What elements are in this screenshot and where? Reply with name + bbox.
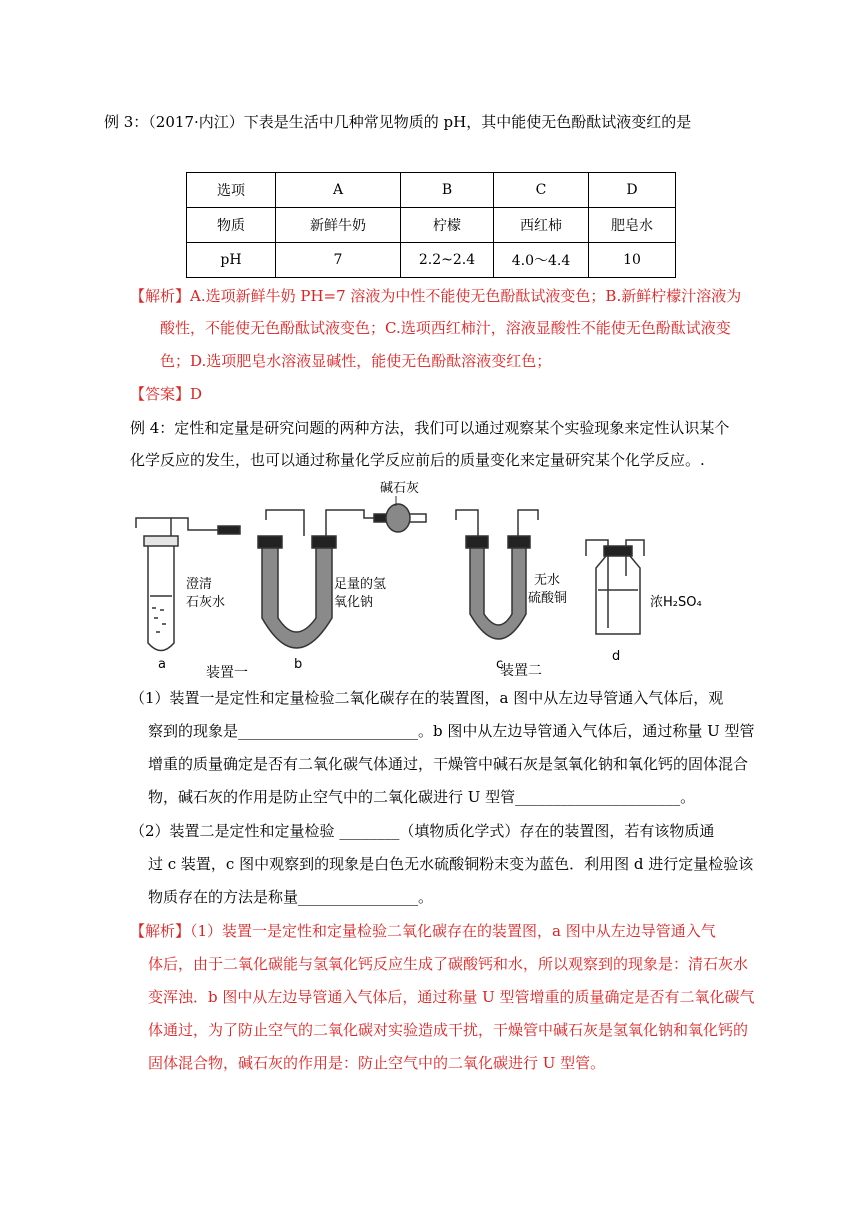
ex3-analysis-line: 酸性，不能使无色酚酞试液变色；C.选项西红柿汁，溶液显酸性不能使无色酚酞试液变: [160, 319, 731, 337]
ex3-analysis-line: 色；D.选项肥皂水溶液显碱性，能使无色酚酞溶液变红色；: [160, 352, 552, 370]
table-row: [187, 208, 676, 243]
table-cell: 4.0～4.4: [494, 243, 589, 278]
table-cell: 2.2~2.4: [401, 243, 494, 278]
ex4-analysis-line: 变浑浊．b 图中从左边导管通入气体后，通过称量 U 型管增重的质量确定是否有二氧化碳气: [148, 988, 755, 1006]
ex4-intro-line: 例 4：定性和定量是研究问题的两种方法，我们可以通过观察某个实验现象来定性认识某个: [130, 419, 730, 437]
table-cell: D: [589, 173, 676, 208]
label-b-1: 足量的氢: [334, 577, 387, 592]
table-cell: 肥皂水: [589, 208, 676, 243]
table-cell: 新鲜牛奶: [276, 208, 401, 243]
u-tube-c: [456, 510, 538, 639]
caption-apparatus-2: 装置二: [500, 663, 542, 679]
bottle-d: [586, 540, 644, 634]
caption-apparatus-1: 装置一: [206, 665, 248, 681]
u-tube-b: [258, 504, 426, 648]
letter-c: c: [496, 657, 504, 672]
table-cell: C: [494, 173, 589, 208]
label-c-1: 无水: [534, 573, 561, 588]
label-a-2: 石灰水: [186, 595, 226, 610]
label-c-2: 硫酸铜: [528, 591, 568, 606]
table-row: [187, 173, 676, 208]
q2-line: 过 c 装置，c 图中观察到的现象是白色无水硫酸铜粉末变为蓝色．利用图 d 进行定量检验该: [148, 855, 754, 873]
ex4-analysis-line: 固体混合物，碱石灰的作用是：防止空气中的二氧化碳进行 U 型管。: [148, 1054, 606, 1072]
table-cell: 西红柿: [494, 208, 589, 243]
label-b-2: 氧化钠: [334, 595, 374, 610]
table-cell: 7: [276, 243, 401, 278]
q1-line: 增重的质量确定是否有二氧化碳气体通过，干燥管中碱石灰是氢氧化钠和氧化钙的固体混合: [148, 755, 749, 773]
q1-line: 物，碱石灰的作用是防止空气中的二氧化碳进行 U 型管______________________。: [148, 788, 696, 806]
letter-a: a: [158, 657, 166, 672]
apparatus-figure: [126, 478, 746, 678]
ex4-analysis-line: 【解析】（1）装置一是定性和定量检验二氧化碳存在的装置图，a 图中从左边导管通入气: [130, 922, 716, 940]
letter-d: d: [612, 649, 621, 664]
q2-line: 物质存在的方法是称量________________。: [148, 888, 434, 906]
ex4-intro-line: 化学反应的发生，也可以通过称量化学反应前后的质量变化来定量研究某个化学反应。.: [130, 451, 705, 469]
table-row: [187, 243, 676, 278]
q2-line: （2）装置二是定性和定量检验 ________（填物质化学式）存在的装置图，若有该物质通: [130, 822, 715, 840]
q1-line: （1）装置一是定性和定量检验二氧化碳存在的装置图，a 图中从左边导管通入气体后，观: [130, 689, 724, 707]
label-a-1: 澄清: [186, 577, 213, 592]
ex3-answer: 【答案】D: [130, 385, 203, 403]
ex3-analysis-line: 【解析】A.选项新鲜牛奶 PH=7 溶液为中性不能使无色酚酞试液变色；B.新鲜柠檬汁溶液为: [130, 287, 742, 305]
table-cell: 10: [589, 243, 676, 278]
table-cell: B: [401, 173, 494, 208]
ph-table: [186, 172, 676, 278]
label-top: 碱石灰: [380, 481, 420, 496]
ex3-question: 例 3：（2017·内江）下表是生活中几种常见物质的 pH，其中能使无色酚酞试液变红的是: [104, 113, 692, 131]
ex4-analysis-line: 体后，由于二氧化碳能与氢氧化钙反应生成了碳酸钙和水，所以观察到的现象是：清石灰水: [148, 955, 749, 973]
table-cell: pH: [187, 243, 276, 278]
table-cell: 物质: [187, 208, 276, 243]
label-d: 浓H₂SO₄: [650, 595, 702, 610]
table-cell: 选项: [187, 173, 276, 208]
table-cell: 柠檬: [401, 208, 494, 243]
ex4-analysis-line: 体通过，为了防止空气的二氧化碳对实验造成干扰，干燥管中碱石灰是氢氧化钠和氧化钙的: [148, 1021, 749, 1039]
letter-b: b: [294, 657, 303, 672]
q1-line: 察到的现象是________________________。b 图中从左边导管通入气体后，通过称量 U 型管: [148, 722, 755, 740]
table-cell: A: [276, 173, 401, 208]
